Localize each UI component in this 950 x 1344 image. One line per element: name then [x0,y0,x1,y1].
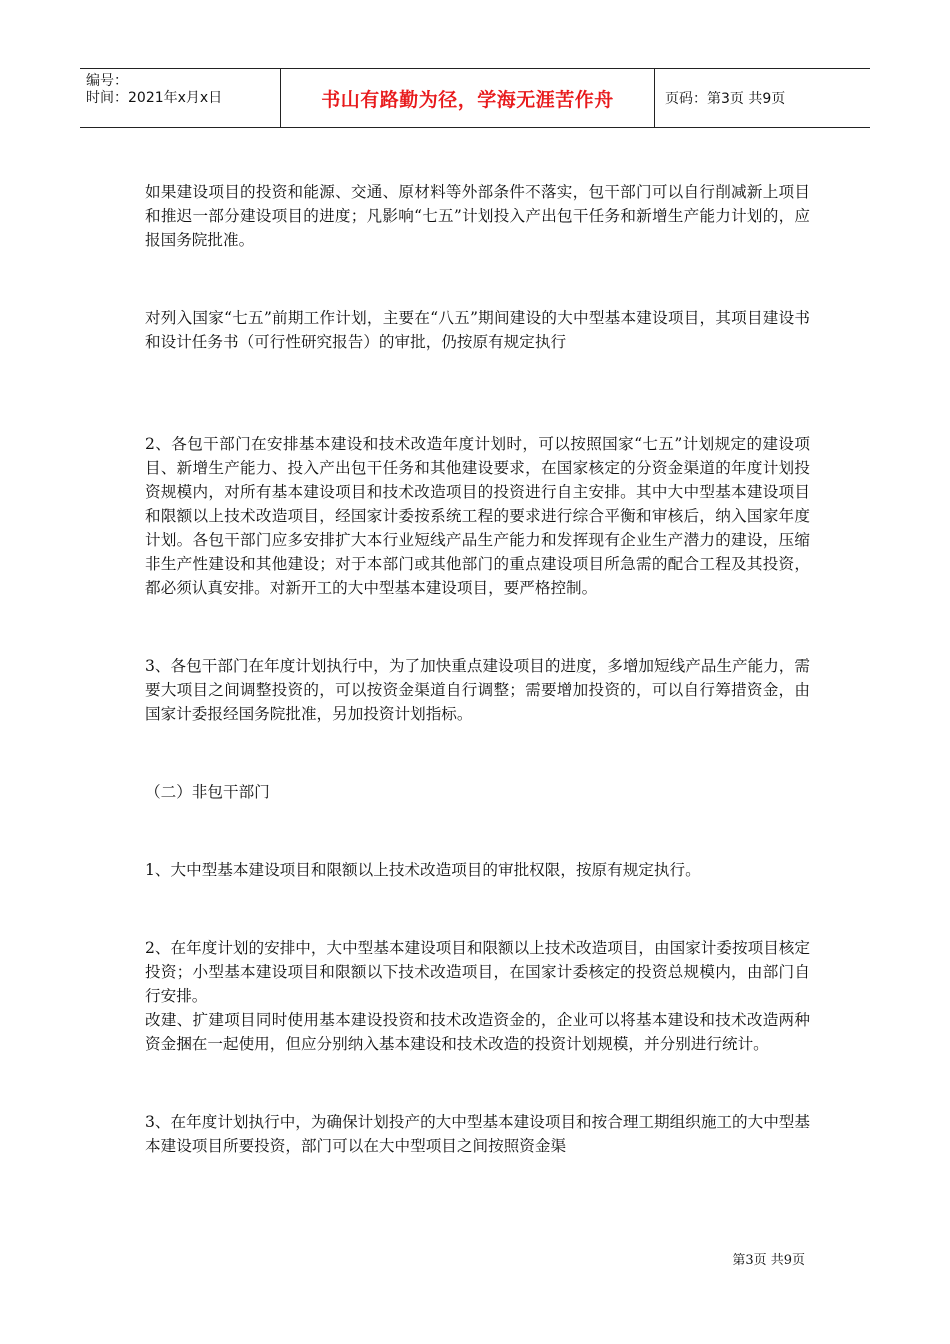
paragraph-4: 3、各包干部门在年度计划执行中，为了加快重点建设项目的进度，多增加短线产品生产能力，需要大项目之间调整投资的，可以按资金渠道自行调整；需要增加投资的，可以自行筹措资金，由国家计委报经国务院批准，另加投资计划指标。 [145,657,810,723]
page-header [80,68,870,128]
header-motto: 书山有路勤为径，学海无涯苦作舟 [281,69,655,127]
section-heading-non-contract-departments: （二）非包干部门 [145,783,270,801]
paragraph-7: 改建、扩建项目同时使用基本建设投资和技术改造资金的，企业可以将基本建设和技术改造两种资金捆在一起使用，但应分别纳入基本建设和技术改造的投资计划规模，并分别进行统计。 [145,1011,810,1053]
paragraph-5: 1、大中型基本建设项目和限额以上技术改造项目的审批权限，按原有规定执行。 [145,861,701,879]
paragraph-2: 对列入国家“七五”前期工作计划，主要在“八五”期间建设的大中型基本建设项目，其项目建设书和设计任务书（可行性研究报告）的审批，仍按原有规定执行 [145,309,810,351]
document-body [145,180,810,1158]
page-footer: 第3页 共9页 [732,1253,805,1268]
paragraph-3: 2、各包干部门在安排基本建设和技术改造年度计划时，可以按照国家“七五”计划规定的建设项目、新增生产能力、投入产出包干任务和其他建设要求，在国家核定的分资金渠道的年度计划投资规模内，对所有基本建设项目和技术改造项目的投资进行自主安排。其中大中型基本建设项目和限额以上技术改造项目，经国家计委按系统工程的要求进行综合平衡和审核后，纳入国家年度计划。各包干部门应多安排扩大本行业短线产品生产能力和发挥现有企业生产潜力的建设，压缩非生产性建设和其他建设；对于本部门或其他部门的重点建设项目所急需的配合工程及其投资，都必须认真安排。对新开工的大中型基本建设项目，要严格控制。 [145,435,810,597]
header-meta-cell [80,69,281,127]
document-number-label: 编号： [86,73,128,89]
paragraph-1: 如果建设项目的投资和能源、交通、原材料等外部条件不落实，包干部门可以自行削减新上项目和推迟一部分建设项目的进度；凡影响“七五”计划投入产出包干任务和新增生产能力计划的，应报国务院批准。 [145,183,810,249]
header-page-info: 页码：第3页 共9页 [665,91,786,107]
paragraph-8: 3、在年度计划执行中，为确保计划投产的大中型基本建设项目和按合理工期组织施工的大中型基本建设项目所要投资，部门可以在大中型项目之间按照资金渠 [145,1113,810,1155]
paragraph-6: 2、在年度计划的安排中，大中型基本建设项目和限额以上技术改造项目，由国家计委按项目核定投资；小型基本建设项目和限额以下技术改造项目，在国家计委核定的投资总规模内，由部门自行安排。 [145,939,810,1005]
document-time-label: 时间：2021年x月x日 [86,90,223,106]
